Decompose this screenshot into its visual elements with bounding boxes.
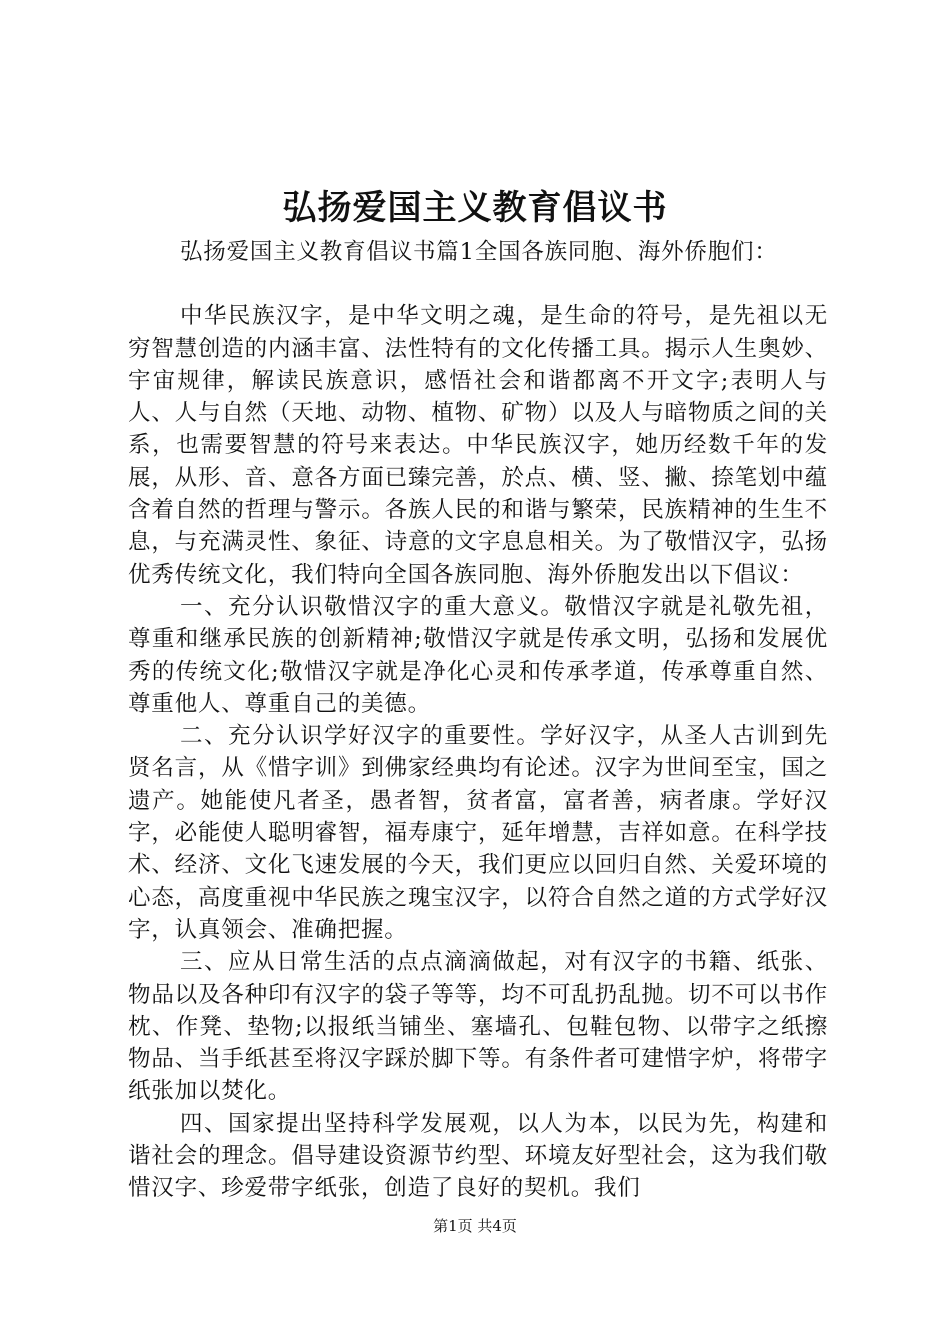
page-footer: 第1页 共4页 (433, 1217, 517, 1235)
paragraph-4: 三、应从日常生活的点点滴滴做起，对有汉字的书籍、纸张、物品以及各种印有汉字的袋子等等，均不可乱扔乱抛。切不可以书作枕、作凳、垫物;以报纸当铺坐、塞墙孔、包鞋包物、以带字之纸擦物品、当手纸甚至将汉字踩於脚下等。有条件者可建惜字炉，将带字纸张加以焚化。 (128, 949, 828, 1105)
document-body (128, 236, 828, 1205)
document-title: 弘扬爱国主义教育倡议书 (282, 188, 668, 228)
paragraph-5: 四、国家提出坚持科学发展观，以人为本，以民为先，构建和谐社会的理念。倡导建设资源节约型、环境友好型社会，这为我们敬惜汉字、珍爱带字纸张，创造了良好的契机。我们 (128, 1110, 828, 1202)
paragraph-2: 一、充分认识敬惜汉字的重大意义。敬惜汉字就是礼敬先祖，尊重和继承民族的创新精神;敬惜汉字就是传承文明，弘扬和发展优秀的传统文化;敬惜汉字就是净化心灵和传承孝道，传承尊重自然、尊重他人、尊重自己的美德。 (128, 593, 828, 717)
intro-line: 弘扬爱国主义教育倡议书篇1全国各族同胞、海外侨胞们： (180, 239, 778, 265)
paragraph-1: 中华民族汉字，是中华文明之魂，是生命的符号，是先祖以无穷智慧创造的内涵丰富、法性特有的文化传播工具。揭示人生奥妙、宇宙规律，解读民族意识，感悟社会和谐都离不开文字;表明人与人、人与自然（天地、动物、植物、矿物）以及人与暗物质之间的关系，也需要智慧的符号来表达。中华民族汉字，她历经数千年的发展，从形、音、意各方面已臻完善，於点、横、竖、撇、捺笔划中蕴含着自然的哲理与警示。各族人民的和谐与繁荣，民族精神的生生不息，与充满灵性、象征、诗意的文字息息相关。为了敬惜汉字，弘扬优秀传统文化，我们特向全国各族同胞、海外侨胞发出以下倡议： (128, 303, 828, 588)
paragraph-3: 二、充分认识学好汉字的重要性。学好汉字，从圣人古训到先贤名言，从《惜字训》到佛家经典均有论述。汉字为世间至宝，国之遗产。她能使凡者圣，愚者智，贫者富，富者善，病者康。学好汉字，必能使人聪明睿智，福寿康宁，延年增慧，吉祥如意。在科学技术、经济、文化飞速发展的今天，我们更应以回归自然、关爱环境的心态，高度重视中华民族之瑰宝汉字，以符合自然之道的方式学好汉字，认真领会、准确把握。 (128, 723, 828, 943)
